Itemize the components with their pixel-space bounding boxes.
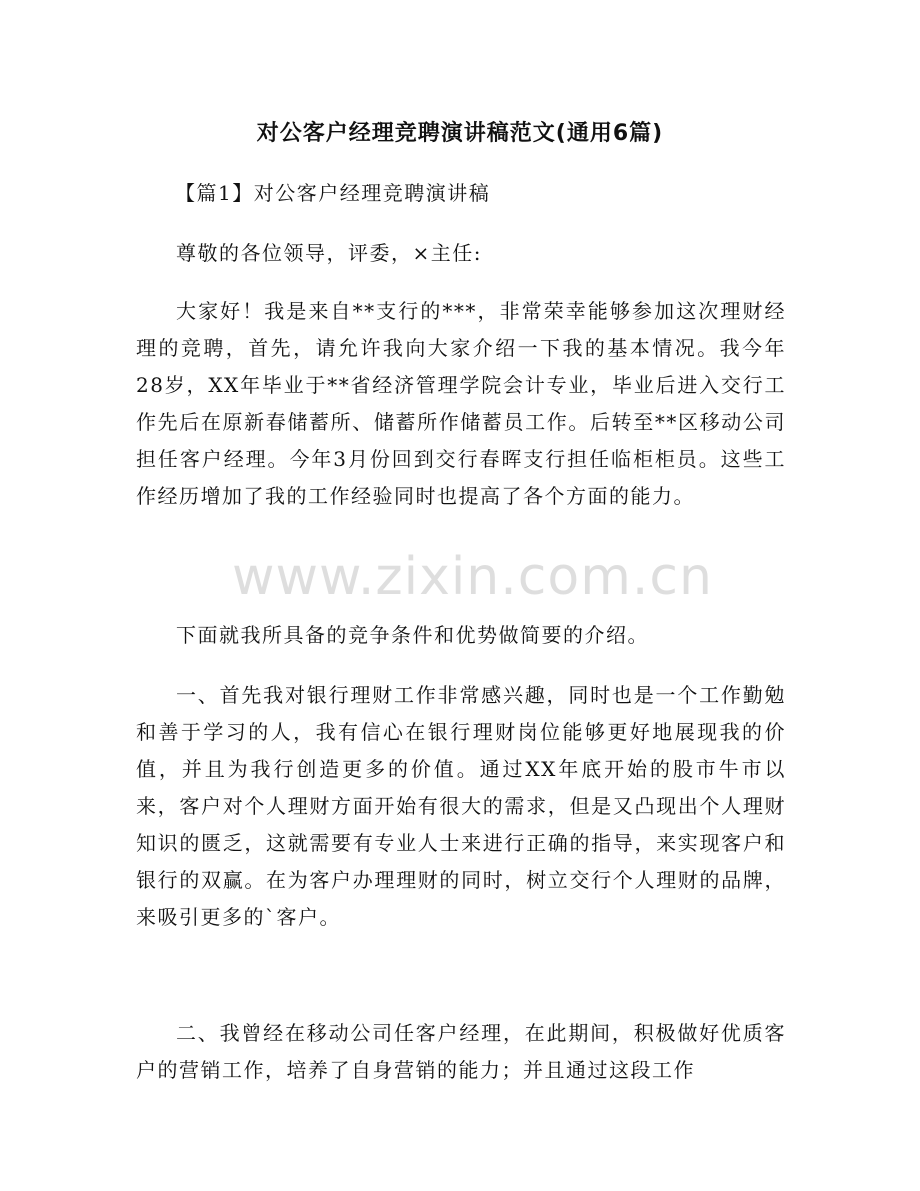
document-title: 对公客户经理竞聘演讲稿范文(通用6篇) [256, 121, 664, 146]
section-heading: 【篇1】对公客户经理竞聘演讲稿 [175, 181, 491, 205]
paragraph-intro: 大家好！我是来自**支行的***，非常荣幸能够参加这次理财经理的竞聘，首先，请允许我向大家介绍一下我的基本情况。我今年28岁，XX年毕业于**省经济管理学院会计专业，毕业后进入交行工作先后在原新春储蓄所、储蓄所作储蓄员工作。后转至**区移动公司担任客户经理。今年3月份回到交行春晖支行担任临柜柜员。这些工作经历增加了我的工作经验同时也提高了各个方面的能力。 [136, 299, 786, 508]
watermark: www.zixin.com.cn [232, 547, 713, 607]
paragraph-summary: 下面就我所具备的竞争条件和优势做简要的介绍。 [176, 623, 649, 647]
paragraph-point-two: 二、我曾经在移动公司任客户经理，在此期间，积极做好优质客户的营销工作，培养了自身营销的能力；并且通过这段工作 [136, 1021, 786, 1082]
paragraph-point-one: 一、首先我对银行理财工作非常感兴趣，同时也是一个工作勤勉和善于学习的人，我有信心在银行理财岗位能够更好地展现我的价值，并且为我行创造更多的价值。通过XX年底开始的股市牛市以来，客户对个人理财方面开始有很大的需求，但是又凸现出个人理财知识的匮乏，这就需要有专业人士来进行正确的指导，来实现客户和银行的双赢。在为客户办理理财的同时，树立交行个人理财的品牌，来吸引更多的`客户。 [136, 683, 786, 929]
salutation: 尊敬的各位领导，评委，×主任: [176, 241, 482, 265]
